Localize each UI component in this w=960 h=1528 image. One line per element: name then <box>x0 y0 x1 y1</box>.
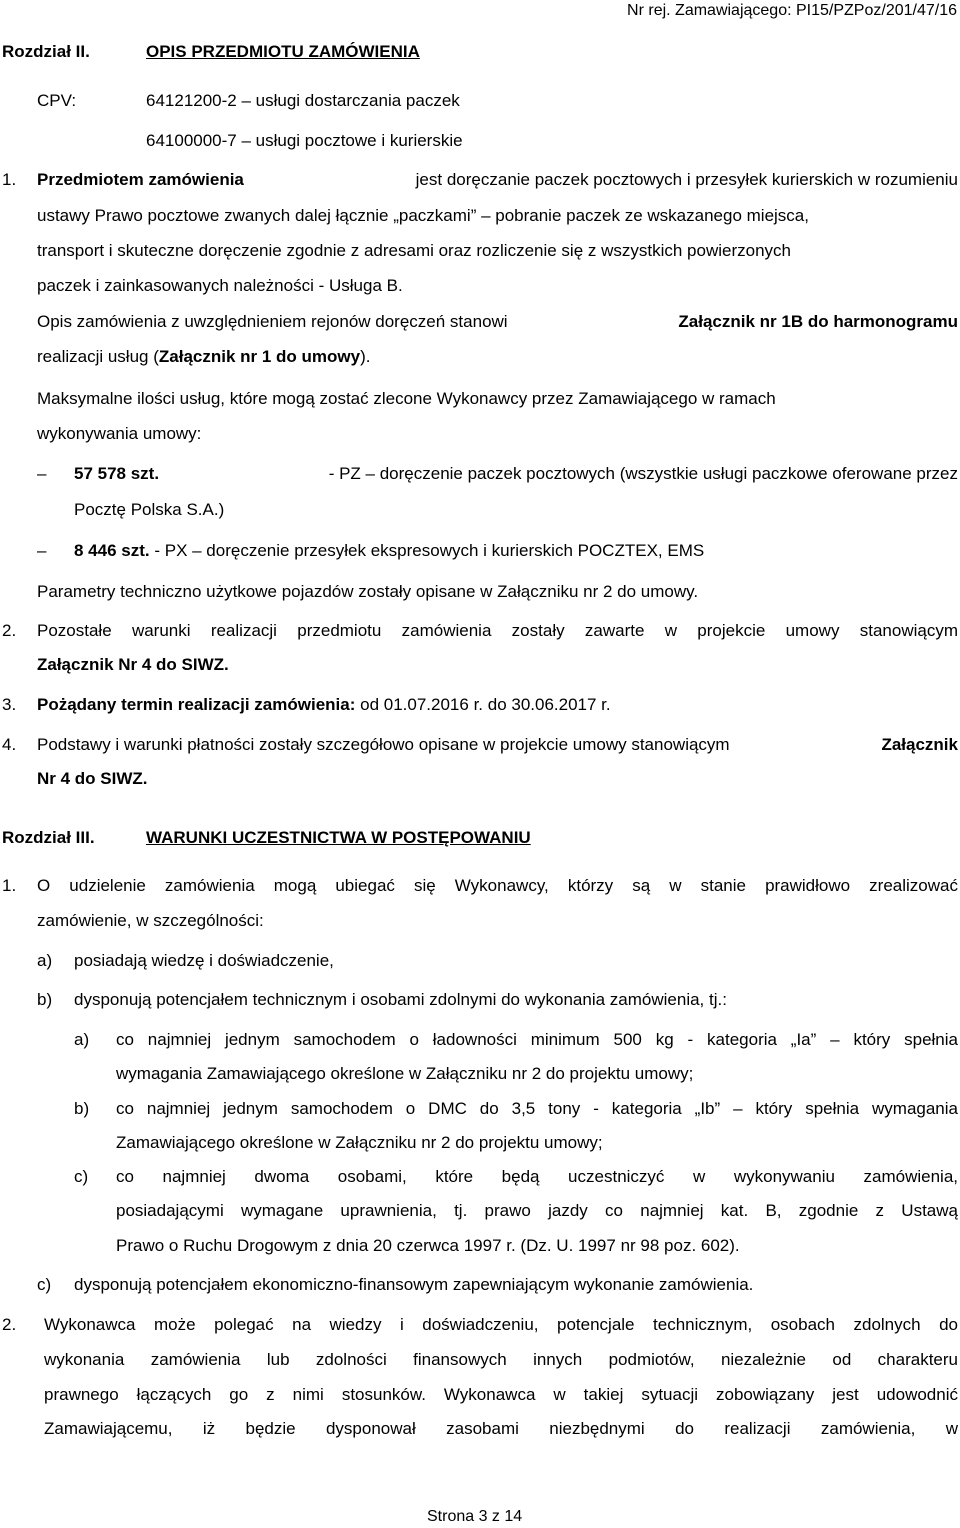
paragraph-line: co najmniej dwoma osobami, które będą uczestniczyć w wykonywaniu zamówienia, <box>116 1167 958 1186</box>
line-text: realizacji usług ( <box>37 347 159 366</box>
line-text: Podstawy i warunki płatności zostały szczegółowo opisane w projekcie umowy stanowiącym <box>37 735 730 754</box>
paragraph-line: prawnego łączących go z nimi stosunków. Wykonawca w takiej sytuacji zobowiązany jest udowodnić <box>44 1385 958 1404</box>
paragraph-line: O udzielenie zamówienia mogą ubiegać się Wykonawcy, którzy są w stanie prawidłowo zrealizować <box>37 876 958 895</box>
line-text: - PZ – doręczenie paczek pocztowych (wszystkie usługi paczkowe oferowane przez <box>328 464 958 483</box>
bold-term: 8 446 szt. <box>74 541 150 560</box>
chapter-title: WARUNKI UCZESTNICTWA W POSTĘPOWANIU <box>146 828 531 847</box>
paragraph-line <box>37 695 611 715</box>
document-reference: Nr rej. Zamawiającego: PI15/PZPoz/201/47/16 <box>627 2 957 19</box>
paragraph-line: Pocztę Polska S.A.) <box>74 500 225 519</box>
paragraph-line: paczek i zainkasowanych należności - Usługa B. <box>37 276 403 295</box>
bold-term: 57 578 szt. <box>74 464 160 483</box>
bold-term: Załącznik nr 1 do umowy <box>158 347 361 366</box>
paragraph-line: Zamawiającego określone w Załączniku nr 2 do projektu umowy; <box>116 1133 603 1152</box>
paragraph-line: Pozostałe warunki realizacji przedmiotu zamówienia zostały zawarte w projekcie umowy stanowiącym <box>37 621 958 640</box>
paragraph-line: Prawo o Ruchu Drogowym z dnia 20 czerwca 1997 r. (Dz. U. 1997 nr 98 poz. 602). <box>116 1236 740 1255</box>
list-label: c) <box>37 1275 52 1294</box>
item-number: 2. <box>2 1315 17 1334</box>
paragraph-line <box>74 541 704 561</box>
dash-bullet: – <box>37 541 47 560</box>
paragraph-line <box>37 170 958 190</box>
line-text: Opis zamówienia z uwzględnieniem rejonów doręczeń stanowi <box>37 312 508 331</box>
item-number: 1. <box>2 876 17 895</box>
line-text: jest doręczanie paczek pocztowych i przesyłek kurierskich w rozumieniu <box>415 170 958 189</box>
paragraph-line: posiadającymi wymagane uprawnienia, tj. prawo jazdy co najmniej kat. B, zgodnie z Ustawą <box>116 1201 958 1220</box>
bold-term: Przedmiotem zamówienia <box>37 170 244 189</box>
paragraph-line: Zamawiającemu, iż będzie dysponował zasobami niezbędnymi do realizacji zamówienia, w <box>44 1419 958 1438</box>
paragraph-line: dysponują potencjałem ekonomiczno-finansowym zapewniającym wykonanie zamówienia. <box>74 1275 754 1294</box>
dash-bullet: – <box>37 464 47 483</box>
paragraph-line: dysponują potencjałem technicznym i osobami zdolnymi do wykonania zamówienia, tj.: <box>74 990 727 1009</box>
list-label: b) <box>74 1099 90 1118</box>
paragraph-line: ustawy Prawo pocztowe zwanych dalej łącznie „paczkami” – pobranie paczek ze wskazanego miejsca, <box>37 206 809 225</box>
chapter-label: Rozdział II. <box>2 42 90 61</box>
paragraph-line: Maksymalne ilości usług, które mogą zostać zlecone Wykonawcy przez Zamawiającego w ramach <box>37 389 776 408</box>
chapter-title: OPIS PRZEDMIOTU ZAMÓWIENIA <box>146 42 420 61</box>
page-number: Strona 3 z 14 <box>427 1508 523 1525</box>
line-text: ). <box>360 347 371 366</box>
line-text: od 01.07.2016 r. do 30.06.2017 r. <box>360 695 611 714</box>
item-number: 4. <box>2 735 17 754</box>
cpv-code-2: 64100000-7 – usługi pocztowe i kurierskie <box>146 131 463 150</box>
paragraph-line: zamówienie, w szczególności: <box>37 911 264 930</box>
paragraph-line: co najmniej jednym samochodem o DMC do 3,5 tony - kategoria „Ib” – który spełnia wymagania <box>116 1099 958 1118</box>
paragraph-line <box>37 347 371 367</box>
paragraph-line: Parametry techniczno użytkowe pojazdów zostały opisane w Załączniku nr 2 do umowy. <box>37 582 699 601</box>
bold-term: Załącznik nr 1B do harmonogramu <box>678 312 958 331</box>
paragraph-line: transport i skuteczne doręczenie zgodnie z adresami oraz rozliczenie się z wszystkich powierzonych <box>37 241 792 260</box>
cpv-label: CPV: <box>37 91 77 110</box>
bold-term: Pożądany termin realizacji zamówienia: <box>37 695 356 714</box>
paragraph-line: wymagania Zamawiającego określone w Załączniku nr 2 do projektu umowy; <box>116 1064 694 1083</box>
paragraph-line: Załącznik Nr 4 do SIWZ. <box>37 655 229 674</box>
line-text: - PX – doręczenie przesyłek ekspresowych i kurierskich POCZTEX, EMS <box>154 541 705 560</box>
paragraph-line <box>74 464 958 484</box>
list-label: a) <box>37 951 53 970</box>
chapter-label: Rozdział III. <box>2 828 95 847</box>
list-label: c) <box>74 1167 89 1186</box>
paragraph-line: wykonania zamówienia lub zdolności finansowych innych podmiotów, niezależnie od charakteru <box>44 1350 958 1369</box>
bold-term: Załącznik <box>881 735 958 754</box>
item-number: 2. <box>2 621 17 640</box>
paragraph-line: Wykonawca może polegać na wiedzy i doświadczeniu, potencjale technicznym, osobach zdolnych do <box>44 1315 958 1334</box>
paragraph-line: wykonywania umowy: <box>37 424 202 443</box>
list-label: b) <box>37 990 53 1009</box>
paragraph-line: co najmniej jednym samochodem o ładowności minimum 500 kg - kategoria „Ia” – który spełnia <box>116 1030 958 1049</box>
paragraph-line <box>37 312 958 332</box>
paragraph-line: Nr 4 do SIWZ. <box>37 769 148 788</box>
item-number: 1. <box>2 170 17 189</box>
item-number: 3. <box>2 695 17 714</box>
paragraph-line: posiadają wiedzę i doświadczenie, <box>74 951 334 970</box>
cpv-code-1: 64121200-2 – usługi dostarczania paczek <box>146 91 460 110</box>
list-label: a) <box>74 1030 90 1049</box>
paragraph-line <box>37 735 958 755</box>
